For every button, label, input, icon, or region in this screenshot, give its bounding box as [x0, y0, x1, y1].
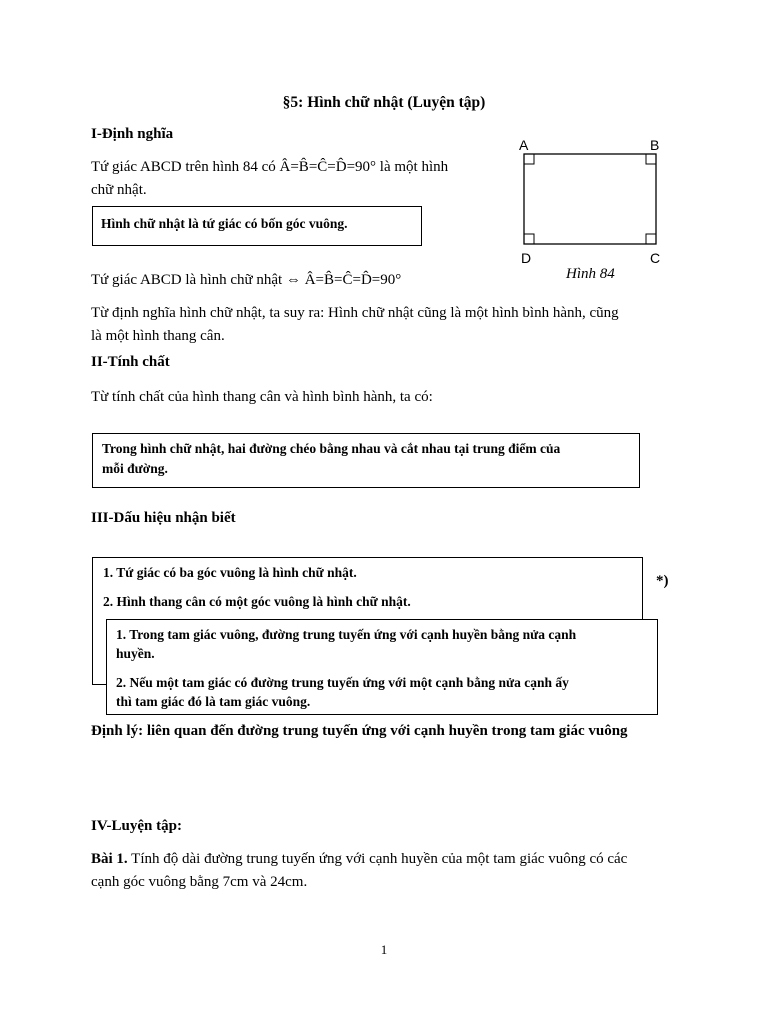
page-number: 1 — [380, 942, 388, 957]
property-box-line-1: Trong hình chữ nhật, hai đường chéo bằng nhau và cắt nhau tại trung điểm của — [102, 441, 561, 456]
property-box — [92, 433, 640, 488]
median-theorem-box — [106, 619, 658, 715]
right-angle-mark-a — [524, 154, 534, 164]
section-heading-properties: II-Tính chất — [91, 354, 170, 370]
derivation-paragraph-line-1: Từ định nghĩa hình chữ nhật, ta suy ra: Hình chữ nhật cũng là một hình bình hành, cũng — [91, 305, 619, 321]
definition-box — [92, 206, 422, 246]
derivation-paragraph — [91, 302, 691, 348]
right-angle-mark-d — [524, 234, 534, 244]
derivation-paragraph-line-2: là một hình thang cân. — [91, 328, 225, 344]
vertex-label-b: B — [650, 137, 660, 153]
section-heading-signs: III-Dấu hiệu nhận biết — [91, 510, 236, 526]
vertex-label-a: A — [519, 137, 529, 153]
exercise-1-text: Tính độ dài đường trung tuyến ứng với cạnh huyền của một tam giác vuông có các — [127, 851, 628, 867]
right-angle-mark-c — [646, 234, 656, 244]
theorem-statement: Định lý: liên quan đến đường trung tuyến ứng với cạnh huyền trong tam giác vuông — [91, 723, 628, 739]
median-theorem-line-4: thì tam giác đó là tam giác vuông. — [116, 694, 311, 709]
equivalence-statement: Tứ giác ABCD là hình chữ nhật ⇔ Â=B̂=Ĉ=D̂=90° — [91, 272, 402, 288]
median-theorem-line-3: 2. Nếu một tam giác có đường trung tuyến ứng với một cạnh bằng nửa cạnh ấy — [116, 675, 569, 690]
definition-paragraph-line-1: Tứ giác ABCD trên hình 84 có Â=B̂=Ĉ=D̂=90° là một hình — [91, 159, 449, 175]
exercise-1-label: Bài 1. — [91, 851, 128, 867]
property-box-line-2: mỗi đường. — [102, 461, 168, 476]
median-theorem-line-1: 1. Trong tam giác vuông, đường trung tuyến ứng với cạnh huyền bằng nửa cạnh — [116, 627, 577, 642]
definition-paragraph — [91, 156, 511, 202]
page-title: §5: Hình chữ nhật (Luyện tập) — [282, 94, 486, 111]
sign-1: 1. Tứ giác có ba góc vuông là hình chữ nhật. — [103, 565, 357, 580]
exercise-1 — [91, 848, 691, 894]
section-heading-exercises: IV-Luyện tập: — [91, 818, 182, 834]
right-angle-mark-b — [646, 154, 656, 164]
definition-box-text: Hình chữ nhật là tứ giác có bốn góc vuông. — [101, 216, 348, 231]
footnote-marker: *) — [656, 573, 669, 589]
vertex-label-c: C — [650, 250, 661, 266]
figure-caption: Hình 84 — [566, 266, 615, 282]
definition-paragraph-line-2: chữ nhật. — [91, 182, 147, 198]
exercise-1-line-1 — [91, 848, 691, 871]
exercise-1-line-2: cạnh góc vuông bằng 7cm và 24cm. — [91, 874, 308, 890]
properties-intro: Từ tính chất của hình thang cân và hình bình hành, ta có: — [91, 389, 433, 405]
rectangle-shape — [524, 154, 656, 244]
vertex-label-d: D — [521, 250, 532, 266]
median-theorem-line-2: huyền. — [116, 646, 155, 661]
sign-2: 2. Hình thang cân có một góc vuông là hình chữ nhật. — [103, 594, 411, 609]
section-heading-definition: I-Định nghĩa — [91, 126, 174, 142]
